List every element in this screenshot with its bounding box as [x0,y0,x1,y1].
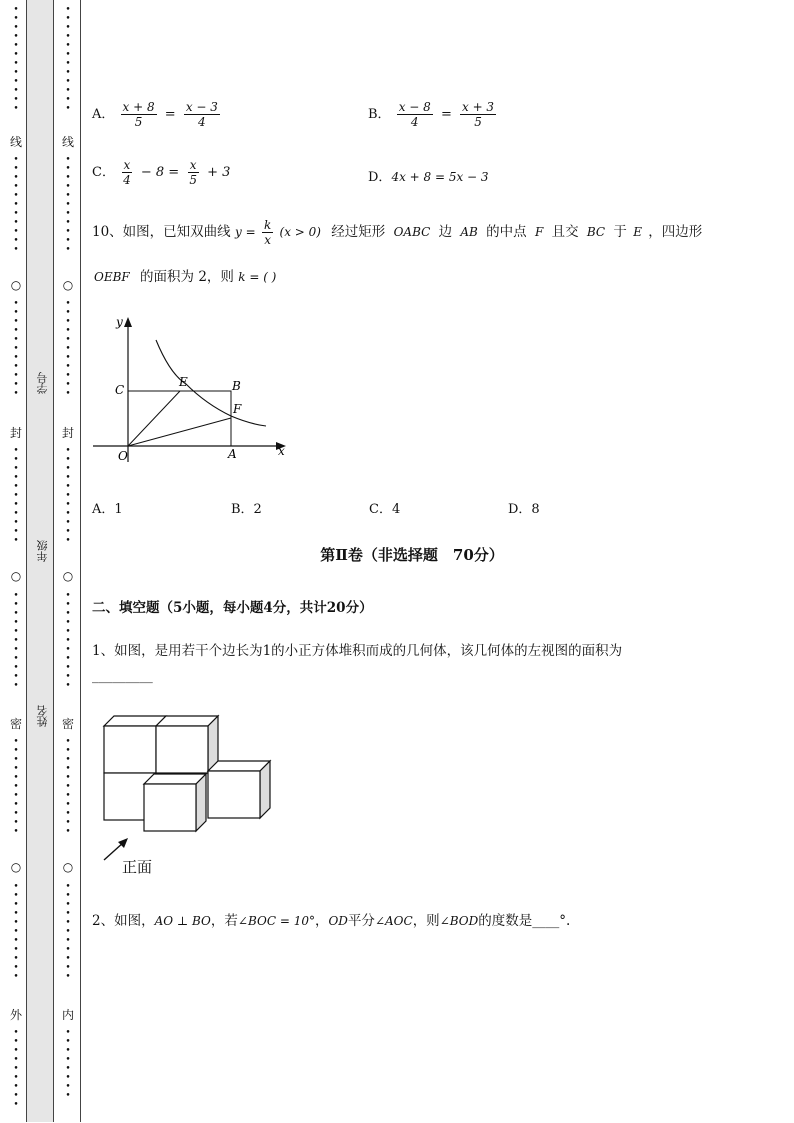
fill-q1-text: 1、如图，是用若干个边长为1的小正方体堆积而成的几何体，该几何体的左视图的面积为 [92,643,623,659]
field-name: 姓名 [36,705,49,727]
dotted-line: • • • • • • • • • • • [13,155,19,255]
dotted-line: • • • • • • • • • • • [13,299,19,399]
margin-word-secret: 密 [62,717,75,731]
margin-circle: ○ [10,278,22,292]
margin-circle: ○ [10,569,22,583]
q10-option-a: A．1 [92,502,123,517]
fill-q2-text: 2、如图，AO ⊥ BO，若∠BOC = 10°，OD平分∠AOC，则∠BOD的度数是____°. [92,913,571,929]
label-a: A [228,447,237,461]
margin-word-line: 线 [62,135,75,149]
field-grade: 年级 [36,540,49,562]
label-y: y [116,315,123,329]
cube-side [196,774,206,831]
q9-option-a: A． $\frac{x + 8}{5}$ = $\frac{x - 3}{4}$ [92,100,218,129]
segment-oe [128,391,180,446]
dotted-line: • • • • • • • • • [13,1028,19,1110]
margin-circle: ○ [10,860,22,874]
cube-front [144,784,196,831]
rectangle-oabc [128,391,231,446]
q10-stem-line2: OEBF 的面积为 2，则 k = ( ) [94,269,277,285]
margin-word-inner: 内 [62,1008,75,1022]
cube-stack-figure [98,708,278,878]
y-axis-arrow [124,317,132,327]
q10-option-b: B．2 [231,502,262,517]
margin-word-line: 线 [10,135,23,149]
dotted-line: • • • • • • • • • • • • [13,5,19,114]
dotted-line: • • • • • • • • • • • [65,299,71,399]
label-c: C [115,383,125,397]
cube-front [208,771,260,818]
margin-circle: ○ [62,860,74,874]
hyperbola-curve [156,340,266,426]
cube-side [260,761,270,818]
q10-option-c: C．4 [369,502,401,517]
q9-option-c: C． $\frac{x}{4}$ − 8 = $\frac{x}{5}$ + 3 [92,158,231,187]
label-o: O [118,449,128,463]
label-f: F [233,402,242,416]
dotted-line: • • • • • • • • • • • [65,446,71,546]
dotted-line: • • • • • • • • • • • [65,737,71,837]
dotted-line: • • • • • • • • • • • [13,882,19,982]
label-e: E [179,375,188,389]
q9-option-b: B． $\frac{x - 8}{4}$ = $\frac{x + 3}{5}$ [368,100,495,129]
margin-word-secret: 密 [10,717,23,731]
label-b: B [232,379,241,393]
segment-of [128,418,231,446]
q9-option-d: D．4x + 8 = 5x − 3 [368,170,489,185]
q10-option-d: D．8 [508,502,540,517]
label-x: x [278,444,285,458]
dotted-line: • • • • • • • • • • • [65,591,71,691]
section-title: 第Ⅱ卷（非选择题 70分） [320,546,504,564]
margin-circle: ○ [62,278,74,292]
field-student-id: 学号 [36,372,49,394]
cube-front [104,726,156,773]
margin-word-outer: 外 [10,1008,23,1022]
margin-word-seal: 封 [10,426,23,440]
margin-circle: ○ [62,569,74,583]
dotted-line: • • • • • • • • • • • [65,882,71,982]
margin-word-seal: 封 [62,426,75,440]
dotted-line: • • • • • • • • • • • [13,446,19,546]
dotted-line: • • • • • • • • • • • • [65,5,71,114]
part-two-title: 二、填空题（5小题，每小题4分，共计20分） [92,600,373,616]
dotted-line: • • • • • • • • [65,1028,71,1101]
dotted-line: • • • • • • • • • • • [13,591,19,691]
q10-hyperbola-figure [90,312,290,472]
dotted-line: • • • • • • • • • • • [65,155,71,255]
front-label: 正面 [122,858,153,876]
q10-stem-line1: 10、如图，已知双曲线 y = $\frac{k}{x}$ (x > 0) 经过矩形 OABC 边 AB 的中点 F 且交 BC 于 E ，四边形 [92,218,703,247]
cube-front [156,726,208,773]
dotted-line: • • • • • • • • • • • [13,737,19,837]
fill-q1-blank: _________ [92,668,153,684]
